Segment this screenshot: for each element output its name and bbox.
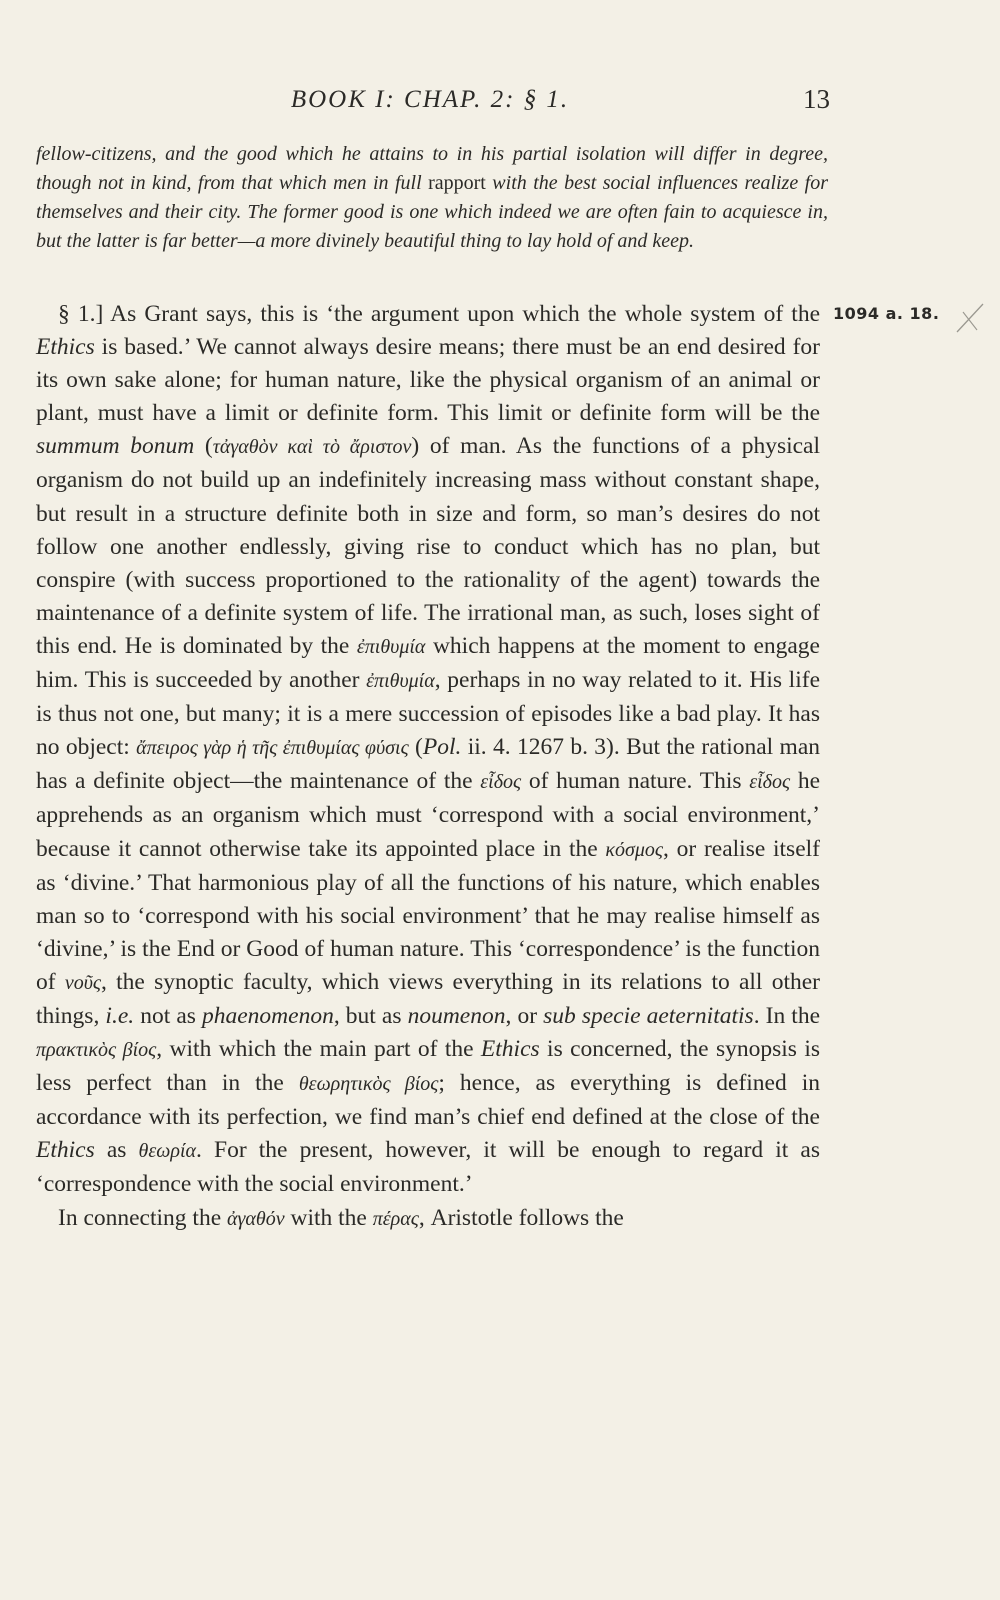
section-mark: § 1.] — [58, 301, 104, 327]
page-number: 13 — [803, 84, 830, 114]
greek-term: πρακτικὸς βίος — [36, 1039, 157, 1062]
note-roman-word: rapport — [428, 172, 486, 194]
latin-term: noumenon — [407, 1002, 506, 1029]
commentary-body — [36, 298, 820, 1236]
greek-term: εἶδος — [480, 771, 522, 794]
running-head — [30, 80, 830, 120]
greek-term: νοῦς — [64, 971, 101, 994]
note-text-2: with the best social influences realize for themselves and their city. The former good is one which indeed we are often fain to acquiesce in, but the latter is far better—a more divinely beautiful thing to lay hold of and keep. — [36, 172, 829, 252]
greek-term: ἐπιθυμία — [366, 670, 435, 693]
marginal-bekker-reference: 1094 a. 18. — [833, 304, 940, 323]
greek-term: θεωρητικὸς βίος — [298, 1073, 439, 1096]
italic-title: Ethics — [36, 1137, 95, 1164]
greek-term: θεωρία — [138, 1140, 197, 1163]
commentary-paragraph-2: In connecting the ἀγαθόν with the πέρας, Aristotle follows the — [58, 1204, 624, 1231]
italic-title: Ethics — [480, 1036, 540, 1063]
commentary-paragraph-1: § 1.] As Grant says, this is ‘the argument upon which the whole system of the Ethics is based.’ We cannot always desire means; there must be an end desired for its own sake alone; for human nature, like the physical organism of an animal or plant, must have a limit or definite form. This limit or definite form will be the summum bonum (τἀγαθὸν καὶ τὸ ἄριστον) of man. As the functions of a physical organism do not build up an indefinitely increasing mass without constant shape, but result in a structure definite both in size and form, so man’s desires do not follow one another endlessly, giving rise to conduct which has no plan, but conspire (with success proportioned to the rationality of the agent) towards the maintenance of a definite system of life. The irrational man, as such, loses sight of this end. He is dominated by the ἐπιθυμία which happens at the moment to engage him. This is succeeded by another ἐπιθυμία, perhaps in no way related to it. His life is thus not one, but many; it is a mere succession of episodes like a bad play. It has no object: ἄπειρος γὰρ ἡ τῆς ἐπιθυμίας φύσις (Pol. ii. 4. 1267 b. 3). But the rational man has a definite object—the maintenance of the εἶδος of human nature. This εἶδος he apprehends as an organism which must ‘correspond with a social environment,’ because it cannot otherwise take its appointed place in the κόσμος, or realise itself as ‘divine.’ That harmonious play of all the functions of his nature, which enables man so to ‘correspond with his social environment’ that he may realise himself as ‘divine,’ is the End or Good of human nature. This ‘correspondence’ is the function of νοῦς, the synoptic faculty, which views everything in its relations to all other things, i.e. not as phaenomenon, but as noumenon, or sub specie aeternitatis. In the πρακτικὸς βίος, with which the main part of the Ethics is concerned, the synopsis is less perfect than in the θεωρητικὸς βίος; hence, as everything is defined in accordance with its perfection, we find man’s chief end defined at the close of the Ethics as θεωρία. For the present, however, it will be enough to regard it as ‘correspondence with the social environment.’ — [36, 301, 821, 1198]
note-text-1: fellow-citizens, and the good which he attains to in his partial isolation will differ in degree, though not in kind, from that which men in full — [36, 143, 828, 194]
greek-term: τἀγαθὸν καὶ τὸ ἄριστον — [212, 436, 412, 459]
italic-title: Pol. — [422, 734, 462, 761]
pencil-tick-mark — [955, 302, 985, 336]
italic-title: Ethics — [36, 334, 95, 361]
running-title: BOOK I: CHAP. 2: § 1. — [290, 86, 570, 113]
greek-term: εἶδος — [749, 771, 791, 794]
greek-term: ἀγαθόν — [227, 1207, 285, 1230]
latin-term: phaenomenon — [202, 1002, 334, 1029]
translation-note — [36, 140, 828, 256]
greek-quotation: ἄπειρος γὰρ ἡ τῆς ἐπιθυμίας φύσις — [136, 737, 409, 760]
greek-term: ἐπιθυμία — [356, 635, 426, 658]
greek-term: κόσμος — [605, 838, 664, 861]
latin-term: summum bonum — [36, 433, 195, 460]
latin-term: sub specie aeternitatis — [543, 1002, 754, 1029]
greek-term: πέρας — [372, 1207, 419, 1230]
latin-term: i.e. — [105, 1002, 135, 1029]
